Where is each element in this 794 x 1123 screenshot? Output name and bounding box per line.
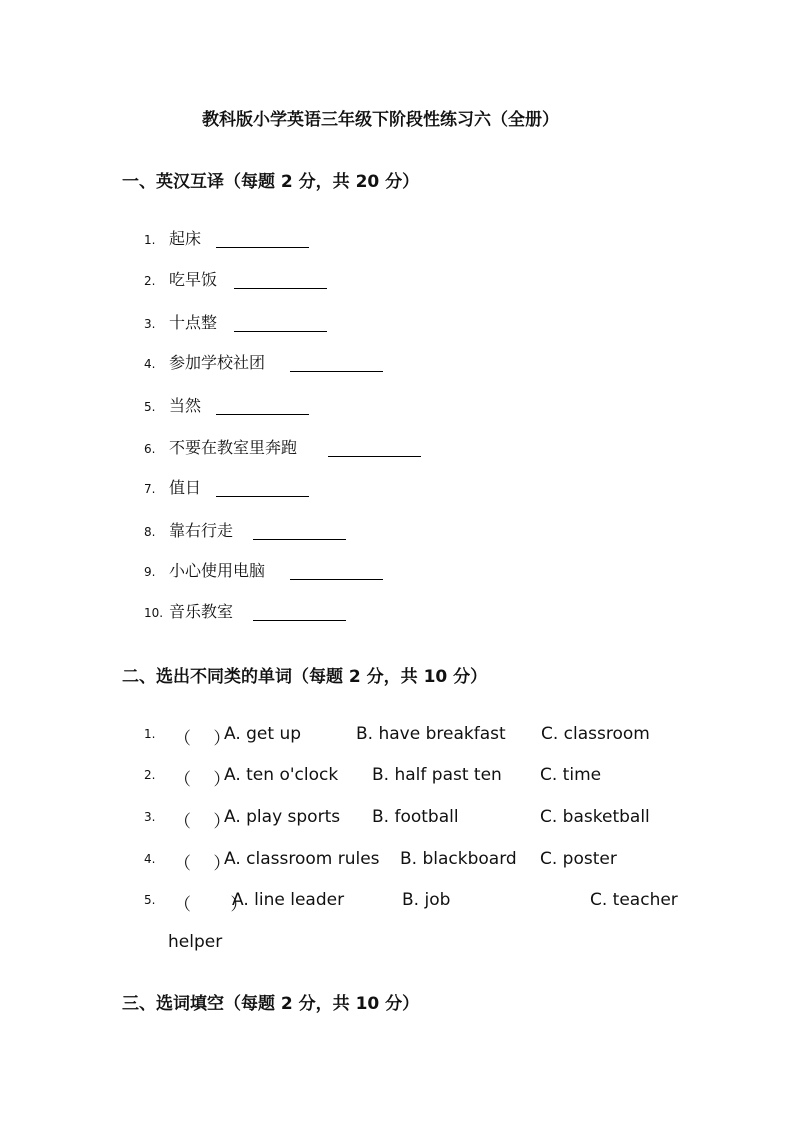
s1-item-7 — [144, 478, 202, 497]
item-number: 3. — [144, 317, 156, 331]
item-number: 1. — [144, 727, 156, 741]
item-number: 10. — [144, 606, 164, 620]
s1-blank-6[interactable] — [328, 440, 421, 457]
s1-item-1 — [144, 229, 202, 248]
s2-row-5-continuation: helper — [168, 932, 223, 952]
section-3-heading: 三、选词填空（每题 2 分，共 10 分） — [122, 994, 420, 1014]
answer-parens[interactable]: （ ） — [174, 729, 231, 749]
answer-parens[interactable]: （ ） — [174, 895, 248, 915]
item-text: 不要在教室里奔跑 — [169, 438, 298, 457]
item-number: 7. — [144, 482, 156, 496]
s1-blank-7[interactable] — [216, 480, 309, 497]
item-number: 4. — [144, 852, 156, 866]
option-a: A. ten o'clock — [224, 765, 339, 785]
item-number: 9. — [144, 565, 156, 579]
s2-row-2 — [144, 765, 704, 790]
item-number: 3. — [144, 810, 156, 824]
s1-item-2 — [144, 270, 218, 289]
answer-parens[interactable]: （ ） — [174, 770, 231, 790]
item-number: 5. — [144, 400, 156, 414]
item-number: 6. — [144, 442, 156, 456]
s1-blank-9[interactable] — [290, 563, 383, 580]
s2-row-3 — [144, 807, 704, 832]
s1-item-5 — [144, 396, 202, 415]
item-text: 音乐教室 — [169, 602, 234, 621]
s1-item-4 — [144, 353, 266, 372]
s1-item-9 — [144, 561, 266, 580]
option-a: A. play sports — [224, 807, 341, 827]
item-text: 靠右行走 — [169, 521, 234, 540]
s1-blank-3[interactable] — [234, 315, 327, 332]
option-b: B. half past ten — [372, 765, 502, 785]
page-title: 教科版小学英语三年级下阶段性练习六（全册） — [202, 110, 559, 130]
answer-parens[interactable]: （ ） — [174, 854, 231, 874]
s2-row-1 — [144, 724, 704, 749]
item-text: 起床 — [169, 229, 202, 248]
option-a: A. line leader — [232, 890, 345, 910]
s1-item-3 — [144, 313, 218, 332]
section-1-heading: 一、英汉互译（每题 2 分，共 20 分） — [122, 172, 420, 192]
item-text: 小心使用电脑 — [169, 561, 266, 580]
item-number: 4. — [144, 357, 156, 371]
option-c: C. poster — [540, 849, 617, 869]
item-number: 2. — [144, 768, 156, 782]
answer-parens[interactable]: （ ） — [174, 812, 231, 832]
item-text: 参加学校社团 — [169, 353, 266, 372]
s1-blank-8[interactable] — [253, 523, 346, 540]
option-b: B. blackboard — [400, 849, 517, 869]
s2-row-5 — [144, 890, 704, 915]
item-text: 当然 — [169, 396, 202, 415]
item-number: 2. — [144, 274, 156, 288]
s1-blank-1[interactable] — [216, 231, 309, 248]
option-b: B. have breakfast — [356, 724, 506, 744]
option-b: B. job — [402, 890, 451, 910]
item-text: 吃早饭 — [169, 270, 218, 289]
option-a: A. classroom rules — [224, 849, 380, 869]
item-number: 5. — [144, 893, 156, 907]
option-c: C. teacher — [590, 890, 678, 910]
s1-item-8 — [144, 521, 234, 540]
s1-item-6 — [144, 438, 298, 457]
item-text: 十点整 — [169, 313, 218, 332]
option-b: B. football — [372, 807, 459, 827]
s1-item-10 — [144, 602, 234, 621]
option-c: C. basketball — [540, 807, 650, 827]
s1-blank-10[interactable] — [253, 604, 346, 621]
s1-blank-5[interactable] — [216, 398, 309, 415]
option-c: C. time — [540, 765, 602, 785]
s1-blank-4[interactable] — [290, 355, 383, 372]
option-a: A. get up — [224, 724, 302, 744]
item-number: 1. — [144, 233, 156, 247]
section-2-heading: 二、选出不同类的单词（每题 2 分，共 10 分） — [122, 667, 488, 687]
s2-row-4 — [144, 849, 704, 874]
option-c: C. classroom — [541, 724, 650, 744]
item-number: 8. — [144, 525, 156, 539]
item-text: 值日 — [169, 478, 202, 497]
s1-blank-2[interactable] — [234, 272, 327, 289]
